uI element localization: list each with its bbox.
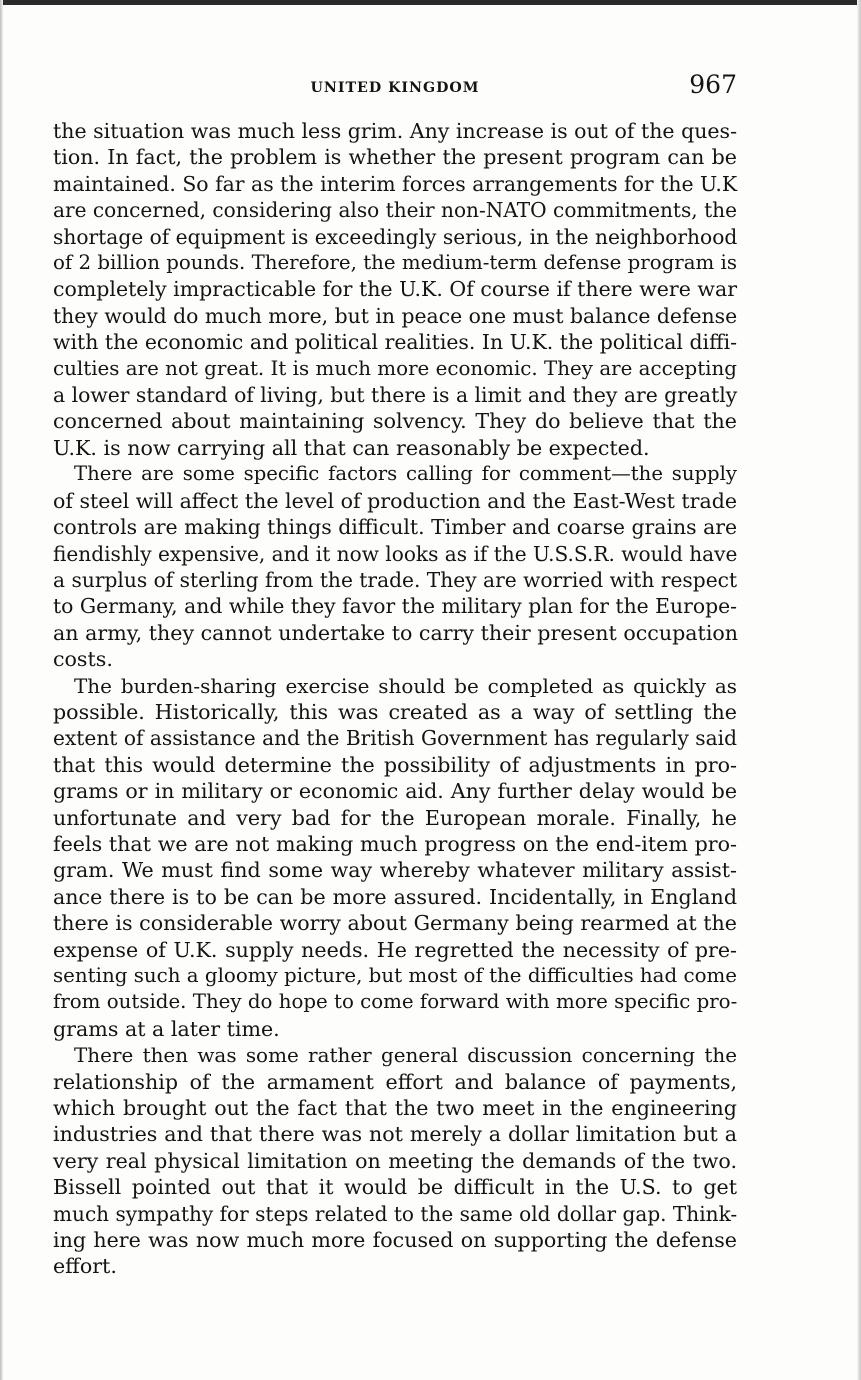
text-line: effort. <box>53 1254 117 1279</box>
text-line: There then was some rather general discussion concerning the <box>74 1043 737 1068</box>
text-line: they would do much more, but in peace one must balance defense <box>53 303 738 328</box>
text-line: very real physical limitation on meeting the demands of the two. <box>53 1148 737 1173</box>
text-line: which brought out the fact that the two meet in the engineering <box>53 1096 737 1121</box>
text-line: senting such a gloomy picture, but most of the difficulties had come <box>53 964 738 987</box>
left-page-edge <box>0 0 3 1380</box>
text-line: industries and that there was not merely a dollar limitation but a <box>53 1122 737 1147</box>
text-line: There are some specific factors calling for comment—the supply <box>74 462 737 486</box>
text-line: completely impracticable for the U.K. Of course if there were war <box>53 277 737 302</box>
text-line: the situation was much less grim. Any increase is out of the ques- <box>53 119 737 143</box>
text-line: maintained. So far as the interim forces arrangements for the U.K <box>53 171 738 196</box>
text-line: ing here was now much more focused on supporting the defense <box>53 1228 737 1253</box>
text-line: feels that we are not making much progress on the end-item pro- <box>53 831 737 856</box>
running-head <box>53 70 737 104</box>
right-page-edge <box>857 0 861 1380</box>
text-line: expense of U.K. supply needs. He regretted the necessity of pre- <box>53 937 737 962</box>
text-line: that this would determine the possibility of adjustments in pro- <box>53 752 737 777</box>
text-line: ance there is to be can be more assured. Incidentally, in England <box>53 884 737 909</box>
text-line: costs. <box>53 647 113 672</box>
text-line: possible. Historically, this was created as a way of settling the <box>53 699 737 724</box>
text-line: grams at a later time. <box>53 1016 280 1041</box>
text-line: gram. We must find some way whereby whatever military assist- <box>53 858 737 883</box>
text-line: with the economic and political realities. In U.K. the political diffi- <box>53 330 737 355</box>
text-line: there is considerable worry about Germany being rearmed at the <box>53 911 737 936</box>
text-line: U.K. is now carrying all that can reasonably be expected. <box>53 435 650 460</box>
paragraph <box>53 461 737 672</box>
text-line: a lower standard of living, but there is a limit and they are greatly <box>53 383 738 408</box>
text-line: The burden-sharing exercise should be completed as quickly as <box>74 673 737 698</box>
text-line: culties are not great. It is much more economic. They are accepting <box>53 356 737 380</box>
text-line: an army, they cannot undertake to carry their present occupation <box>53 620 739 645</box>
paragraph <box>53 118 737 461</box>
top-edge-rule <box>0 0 861 5</box>
text-line: much sympathy for steps related to the same old dollar gap. Think- <box>53 1201 738 1226</box>
text-line: of steel will affect the level of production and the East-West trade <box>53 488 737 513</box>
running-title: UNITED KINGDOM <box>310 80 480 96</box>
text-line: tion. In fact, the problem is whether the present program can be <box>53 145 737 170</box>
text-line: a surplus of sterling from the trade. They are worried with respect <box>53 567 738 592</box>
text-line: concerned about maintaining solvency. They do believe that the <box>53 409 737 434</box>
paragraph <box>53 673 737 1043</box>
page-number: 967 <box>689 70 737 99</box>
text-line: relationship of the armament effort and balance of payments, <box>53 1069 737 1094</box>
paragraph <box>53 1042 737 1280</box>
text-line: to Germany, and while they favor the military plan for the Europe- <box>53 594 737 619</box>
text-line: grams or in military or economic aid. Any further delay would be <box>53 779 737 804</box>
text-line: controls are making things difficult. Timber and coarse grains are <box>53 515 738 540</box>
body-text <box>53 118 737 1280</box>
text-line: from outside. They do hope to come forward with more specific pro- <box>53 990 738 1014</box>
text-line: of 2 billion pounds. Therefore, the medium-term defense program is <box>53 251 737 275</box>
text-line: Bissell pointed out that it would be difficult in the U.S. to get <box>53 1175 737 1200</box>
text-line: are concerned, considering also their non-NATO commitments, the <box>53 198 737 223</box>
text-line: fiendishly expensive, and it now looks as if the U.S.S.R. would have <box>53 541 738 566</box>
text-line: unfortunate and very bad for the European morale. Finally, he <box>53 805 737 830</box>
text-line: shortage of equipment is exceedingly serious, in the neighborhood <box>53 224 738 249</box>
text-line: extent of assistance and the British Government has regularly said <box>53 726 737 751</box>
